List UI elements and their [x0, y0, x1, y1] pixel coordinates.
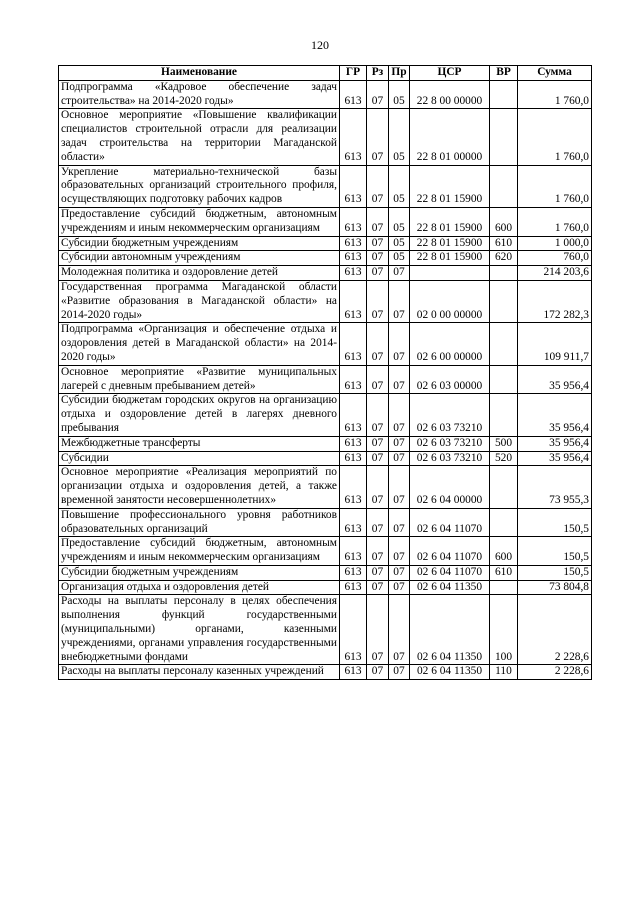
row-csr: 02 6 04 11350 [410, 595, 490, 665]
row-sum: 1 760,0 [518, 165, 592, 207]
row-vr [490, 508, 518, 537]
row-gr: 613 [340, 236, 367, 251]
row-pr: 07 [389, 280, 410, 322]
table-row [59, 266, 592, 281]
row-pr: 07 [389, 665, 410, 680]
row-pr: 07 [389, 365, 410, 394]
table-header-row [59, 66, 592, 81]
row-name: Расходы на выплаты персоналу казенных учреждений [59, 665, 340, 680]
row-gr: 613 [340, 565, 367, 580]
row-vr: 620 [490, 251, 518, 266]
row-name: Организация отдыха и оздоровления детей [59, 580, 340, 595]
row-rz: 07 [367, 595, 389, 665]
row-name: Расходы на выплаты персоналу в целях обеспечения выполнения функций государственными (муниципальными) органами, казенными учреждениями, органами управления государственными внебюджетными фондами [59, 595, 340, 665]
row-csr: 02 6 04 00000 [410, 466, 490, 508]
row-vr [490, 109, 518, 165]
row-gr: 613 [340, 595, 367, 665]
budget-table [58, 65, 592, 680]
table-row [59, 236, 592, 251]
row-pr: 07 [389, 451, 410, 466]
row-pr: 07 [389, 436, 410, 451]
row-name: Субсидии автономным учреждениям [59, 251, 340, 266]
row-vr [490, 80, 518, 109]
row-sum: 35 956,4 [518, 451, 592, 466]
row-gr: 613 [340, 665, 367, 680]
row-rz: 07 [367, 266, 389, 281]
row-pr: 07 [389, 466, 410, 508]
row-sum: 109 911,7 [518, 323, 592, 365]
row-sum: 73 955,3 [518, 466, 592, 508]
row-csr: 02 6 04 11070 [410, 565, 490, 580]
row-gr: 613 [340, 323, 367, 365]
row-rz: 07 [367, 207, 389, 236]
row-csr: 02 6 00 00000 [410, 323, 490, 365]
row-vr: 600 [490, 537, 518, 566]
row-vr [490, 280, 518, 322]
row-name: Укрепление материально-технической базы образовательных организаций строительного профиля, осуществляющих подготовку рабочих кадров [59, 165, 340, 207]
page-number: 120 [311, 38, 329, 52]
table-row [59, 451, 592, 466]
table-row [59, 665, 592, 680]
row-gr: 613 [340, 537, 367, 566]
header-pr: Пр [389, 66, 410, 81]
row-rz: 07 [367, 537, 389, 566]
table-row [59, 109, 592, 165]
row-name: Субсидии бюджетам городских округов на организацию отдыха и оздоровление детей в лагерях дневного пребывания [59, 394, 340, 436]
row-pr: 07 [389, 508, 410, 537]
row-rz: 07 [367, 251, 389, 266]
row-csr: 22 8 01 15900 [410, 236, 490, 251]
header-name: Наименование [59, 66, 340, 81]
row-pr: 07 [389, 394, 410, 436]
table-row [59, 365, 592, 394]
row-name: Основное мероприятие «Развитие муниципальных лагерей с дневным пребыванием детей» [59, 365, 340, 394]
table-row [59, 595, 592, 665]
header-gr: ГР [340, 66, 367, 81]
row-csr: 02 6 03 73210 [410, 394, 490, 436]
row-csr: 02 6 03 73210 [410, 451, 490, 466]
header-rz: Рз [367, 66, 389, 81]
row-pr: 05 [389, 207, 410, 236]
row-vr: 110 [490, 665, 518, 680]
row-name: Государственная программа Магаданской области «Развитие образования в Магаданской области» на 2014-2020 годы» [59, 280, 340, 322]
row-rz: 07 [367, 109, 389, 165]
header-sum: Сумма [518, 66, 592, 81]
row-rz: 07 [367, 466, 389, 508]
row-csr: 02 6 04 11350 [410, 665, 490, 680]
row-pr: 05 [389, 251, 410, 266]
row-vr: 610 [490, 236, 518, 251]
row-sum: 150,5 [518, 537, 592, 566]
row-name: Подпрограмма «Организация и обеспечение отдыха и оздоровления детей в Магаданской области» на 2014-2020 годы» [59, 323, 340, 365]
row-sum: 150,5 [518, 508, 592, 537]
row-sum: 150,5 [518, 565, 592, 580]
row-rz: 07 [367, 580, 389, 595]
row-gr: 613 [340, 80, 367, 109]
row-vr: 520 [490, 451, 518, 466]
row-pr: 07 [389, 266, 410, 281]
row-gr: 613 [340, 109, 367, 165]
row-name: Субсидии бюджетным учреждениям [59, 565, 340, 580]
row-gr: 613 [340, 394, 367, 436]
row-sum: 73 804,8 [518, 580, 592, 595]
row-name: Предоставление субсидий бюджетным, автономным учреждениям и иным некоммерческим организациям [59, 207, 340, 236]
row-rz: 07 [367, 365, 389, 394]
row-pr: 07 [389, 565, 410, 580]
row-rz: 07 [367, 323, 389, 365]
row-sum: 2 228,6 [518, 595, 592, 665]
row-vr [490, 580, 518, 595]
row-gr: 613 [340, 436, 367, 451]
row-pr: 07 [389, 580, 410, 595]
row-pr: 05 [389, 80, 410, 109]
row-gr: 613 [340, 251, 367, 266]
row-name: Молодежная политика и оздоровление детей [59, 266, 340, 281]
table-row [59, 394, 592, 436]
row-gr: 613 [340, 165, 367, 207]
table-row [59, 165, 592, 207]
row-rz: 07 [367, 665, 389, 680]
row-name: Повышение профессионального уровня работников образовательных организаций [59, 508, 340, 537]
row-gr: 613 [340, 280, 367, 322]
row-gr: 613 [340, 451, 367, 466]
row-pr: 07 [389, 537, 410, 566]
header-csr: ЦСР [410, 66, 490, 81]
row-pr: 07 [389, 595, 410, 665]
row-gr: 613 [340, 365, 367, 394]
row-name: Подпрограмма «Кадровое обеспечение задач строительства» на 2014-2020 годы» [59, 80, 340, 109]
table-row [59, 565, 592, 580]
row-name: Субсидии бюджетным учреждениям [59, 236, 340, 251]
row-vr: 100 [490, 595, 518, 665]
row-rz: 07 [367, 508, 389, 537]
table-row [59, 280, 592, 322]
row-rz: 07 [367, 236, 389, 251]
row-gr: 613 [340, 580, 367, 595]
row-vr [490, 165, 518, 207]
row-sum: 1 760,0 [518, 109, 592, 165]
row-name: Основное мероприятие «Повышение квалификации специалистов строительной отрасли для реализации задач строительства на территории Магаданской области» [59, 109, 340, 165]
row-rz: 07 [367, 280, 389, 322]
row-sum: 172 282,3 [518, 280, 592, 322]
row-rz: 07 [367, 436, 389, 451]
row-gr: 613 [340, 508, 367, 537]
row-csr: 22 8 01 00000 [410, 109, 490, 165]
row-vr: 610 [490, 565, 518, 580]
row-vr [490, 365, 518, 394]
row-vr [490, 323, 518, 365]
row-rz: 07 [367, 394, 389, 436]
row-sum: 1 760,0 [518, 80, 592, 109]
row-sum: 35 956,4 [518, 394, 592, 436]
row-vr [490, 466, 518, 508]
table-row [59, 323, 592, 365]
row-rz: 07 [367, 565, 389, 580]
row-csr: 02 6 04 11350 [410, 580, 490, 595]
row-csr: 02 6 03 00000 [410, 365, 490, 394]
table-row [59, 207, 592, 236]
table-row [59, 436, 592, 451]
row-gr: 613 [340, 266, 367, 281]
table-row [59, 580, 592, 595]
row-vr: 500 [490, 436, 518, 451]
table-row [59, 508, 592, 537]
row-sum: 1 760,0 [518, 207, 592, 236]
row-name: Межбюджетные трансферты [59, 436, 340, 451]
row-vr: 600 [490, 207, 518, 236]
row-sum: 35 956,4 [518, 365, 592, 394]
row-pr: 07 [389, 323, 410, 365]
row-sum: 35 956,4 [518, 436, 592, 451]
table-row [59, 251, 592, 266]
row-name: Основное мероприятие «Реализация мероприятий по организации отдыха и оздоровления детей, а также временной занятости несовершеннолетних» [59, 466, 340, 508]
table-row [59, 80, 592, 109]
row-csr: 22 8 00 00000 [410, 80, 490, 109]
row-pr: 05 [389, 236, 410, 251]
row-csr [410, 266, 490, 281]
row-sum: 1 000,0 [518, 236, 592, 251]
row-csr: 02 6 04 11070 [410, 537, 490, 566]
table-row [59, 466, 592, 508]
row-sum: 2 228,6 [518, 665, 592, 680]
row-vr [490, 266, 518, 281]
row-name: Предоставление субсидий бюджетным, автономным учреждениям и иным некоммерческим организациям [59, 537, 340, 566]
row-rz: 07 [367, 451, 389, 466]
row-rz: 07 [367, 80, 389, 109]
row-csr: 02 6 04 11070 [410, 508, 490, 537]
row-pr: 05 [389, 165, 410, 207]
row-gr: 613 [340, 466, 367, 508]
row-pr: 05 [389, 109, 410, 165]
row-name: Субсидии [59, 451, 340, 466]
row-csr: 22 8 01 15900 [410, 207, 490, 236]
table-row [59, 537, 592, 566]
header-vr: ВР [490, 66, 518, 81]
row-csr: 02 0 00 00000 [410, 280, 490, 322]
row-sum: 760,0 [518, 251, 592, 266]
row-sum: 214 203,6 [518, 266, 592, 281]
row-csr: 22 8 01 15900 [410, 251, 490, 266]
row-csr: 22 8 01 15900 [410, 165, 490, 207]
row-rz: 07 [367, 165, 389, 207]
row-vr [490, 394, 518, 436]
row-gr: 613 [340, 207, 367, 236]
row-csr: 02 6 03 73210 [410, 436, 490, 451]
